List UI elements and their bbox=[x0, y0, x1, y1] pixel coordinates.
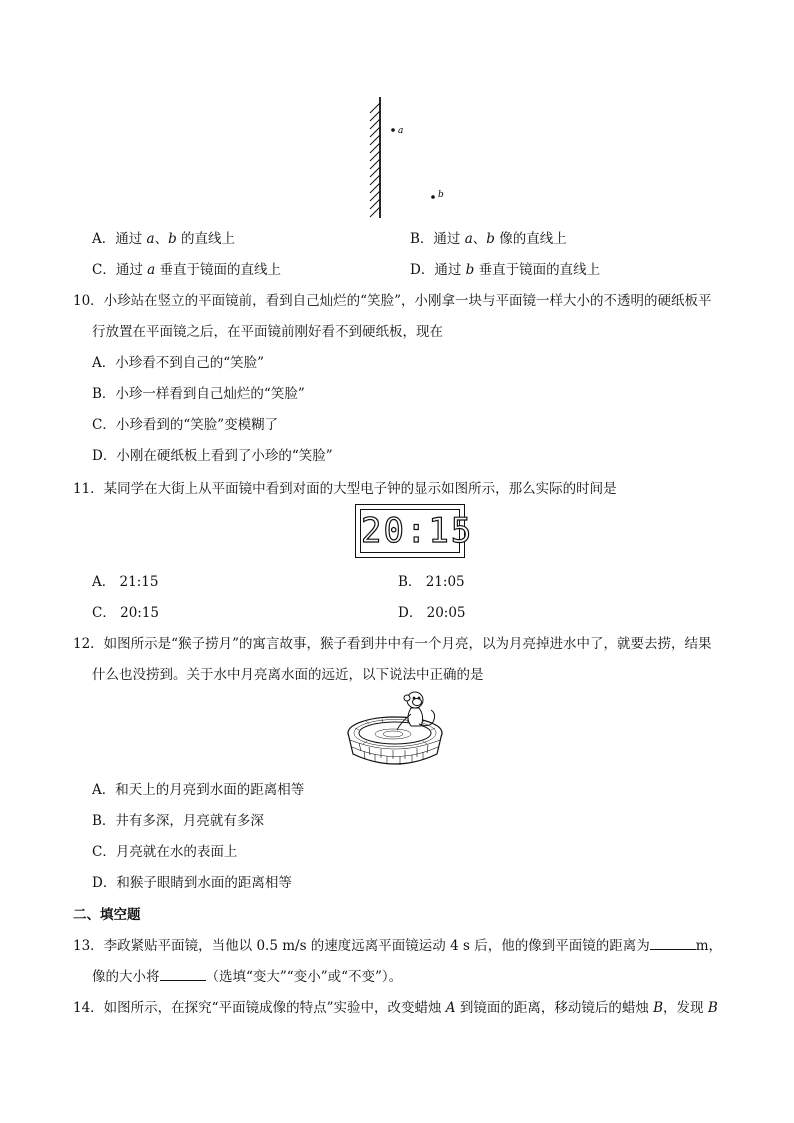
q13-line1: 13．李政紧贴平面镜，当他以 0.5 m/s 的速度远离平面镜运动 4 s 后，他的像到平面镜的距离为 m， bbox=[73, 938, 723, 954]
q11-option-a[interactable]: A． 21:15 bbox=[92, 574, 159, 590]
q10-option-d[interactable]: D．小刚在硬纸板上看到了小珍的“笑脸” bbox=[92, 448, 333, 464]
point-a bbox=[391, 128, 395, 132]
q12-option-d[interactable]: D．和猴子眼睛到水面的距离相等 bbox=[92, 875, 292, 891]
point-a-label: a bbox=[398, 126, 404, 136]
section-title-fill-in: 二、填空题 bbox=[73, 907, 141, 923]
q11-option-c[interactable]: C． 20:15 bbox=[92, 605, 160, 621]
q9-option-d[interactable]: D．通过 b 垂直于镜面的直线上 bbox=[410, 262, 601, 278]
q12-stem-line1: 12．如图所示是“猴子捞月”的寓言故事，猴子看到井中有一个月亮，以为月亮掉进水中了，就要去捞，结果 bbox=[73, 636, 712, 652]
point-b bbox=[431, 195, 435, 199]
q13-line2: 像的大小将 （选填“变大”“变小”或“不变”）。 bbox=[92, 969, 403, 985]
q10-stem-line1: 10．小珍站在竖立的平面镜前，看到自己灿烂的“笑脸”，小刚拿一块与平面镜一样大小的不透明的硬纸板平 bbox=[73, 293, 712, 309]
q13-blank-1[interactable] bbox=[650, 937, 696, 950]
q10-option-c[interactable]: C．小珍看到的“笑脸”变模糊了 bbox=[92, 417, 279, 433]
q12-option-c[interactable]: C．月亮就在水的表面上 bbox=[92, 844, 238, 860]
q10-option-a[interactable]: A．小珍看不到自己的“笑脸” bbox=[92, 355, 265, 371]
q9-option-b[interactable]: B．通过 a、b 像的直线上 bbox=[410, 231, 567, 247]
q9-option-c[interactable]: C．通过 a 垂直于镜面的直线上 bbox=[92, 262, 281, 278]
q12-option-b[interactable]: B．井有多深，月亮就有多深 bbox=[92, 813, 264, 829]
q11-option-b[interactable]: B． 21:05 bbox=[398, 574, 465, 590]
q9-option-a[interactable]: A．通过 a、b 的直线上 bbox=[92, 231, 236, 247]
mirror-figure bbox=[360, 95, 460, 220]
q13-blank-2[interactable] bbox=[160, 968, 206, 981]
q10-option-b[interactable]: B．小珍一样看到自己灿烂的“笑脸” bbox=[92, 386, 305, 402]
q12-option-a[interactable]: A．和天上的月亮到水面的距离相等 bbox=[92, 782, 305, 798]
digital-clock bbox=[355, 504, 474, 558]
point-b-label: b bbox=[438, 190, 444, 200]
q12-stem-line2: 什么也没捞到。关于水中月亮离水面的远近，以下说法中正确的是 bbox=[92, 667, 484, 683]
q11-stem: 11．某同学在大街上从平面镜中看到对面的大型电子钟的显示如图所示，那么实际的时间是 bbox=[73, 481, 617, 497]
digital-clock-inner bbox=[360, 509, 474, 553]
monkey-well-figure bbox=[345, 688, 455, 770]
q11-option-d[interactable]: D． 20:05 bbox=[398, 605, 466, 621]
q14-line1: 14．如图所示，在探究“平面镜成像的特点”实验中，改变蜡烛 A 到镜面的距离，移动镜后的蜡烛 B，发现 B bbox=[73, 1000, 718, 1016]
mirror-hatching bbox=[370, 103, 380, 217]
clock-digits: 20:15 bbox=[361, 511, 474, 551]
q10-stem-line2: 行放置在平面镜之后，在平面镜前刚好看不到硬纸板，现在 bbox=[92, 324, 443, 340]
